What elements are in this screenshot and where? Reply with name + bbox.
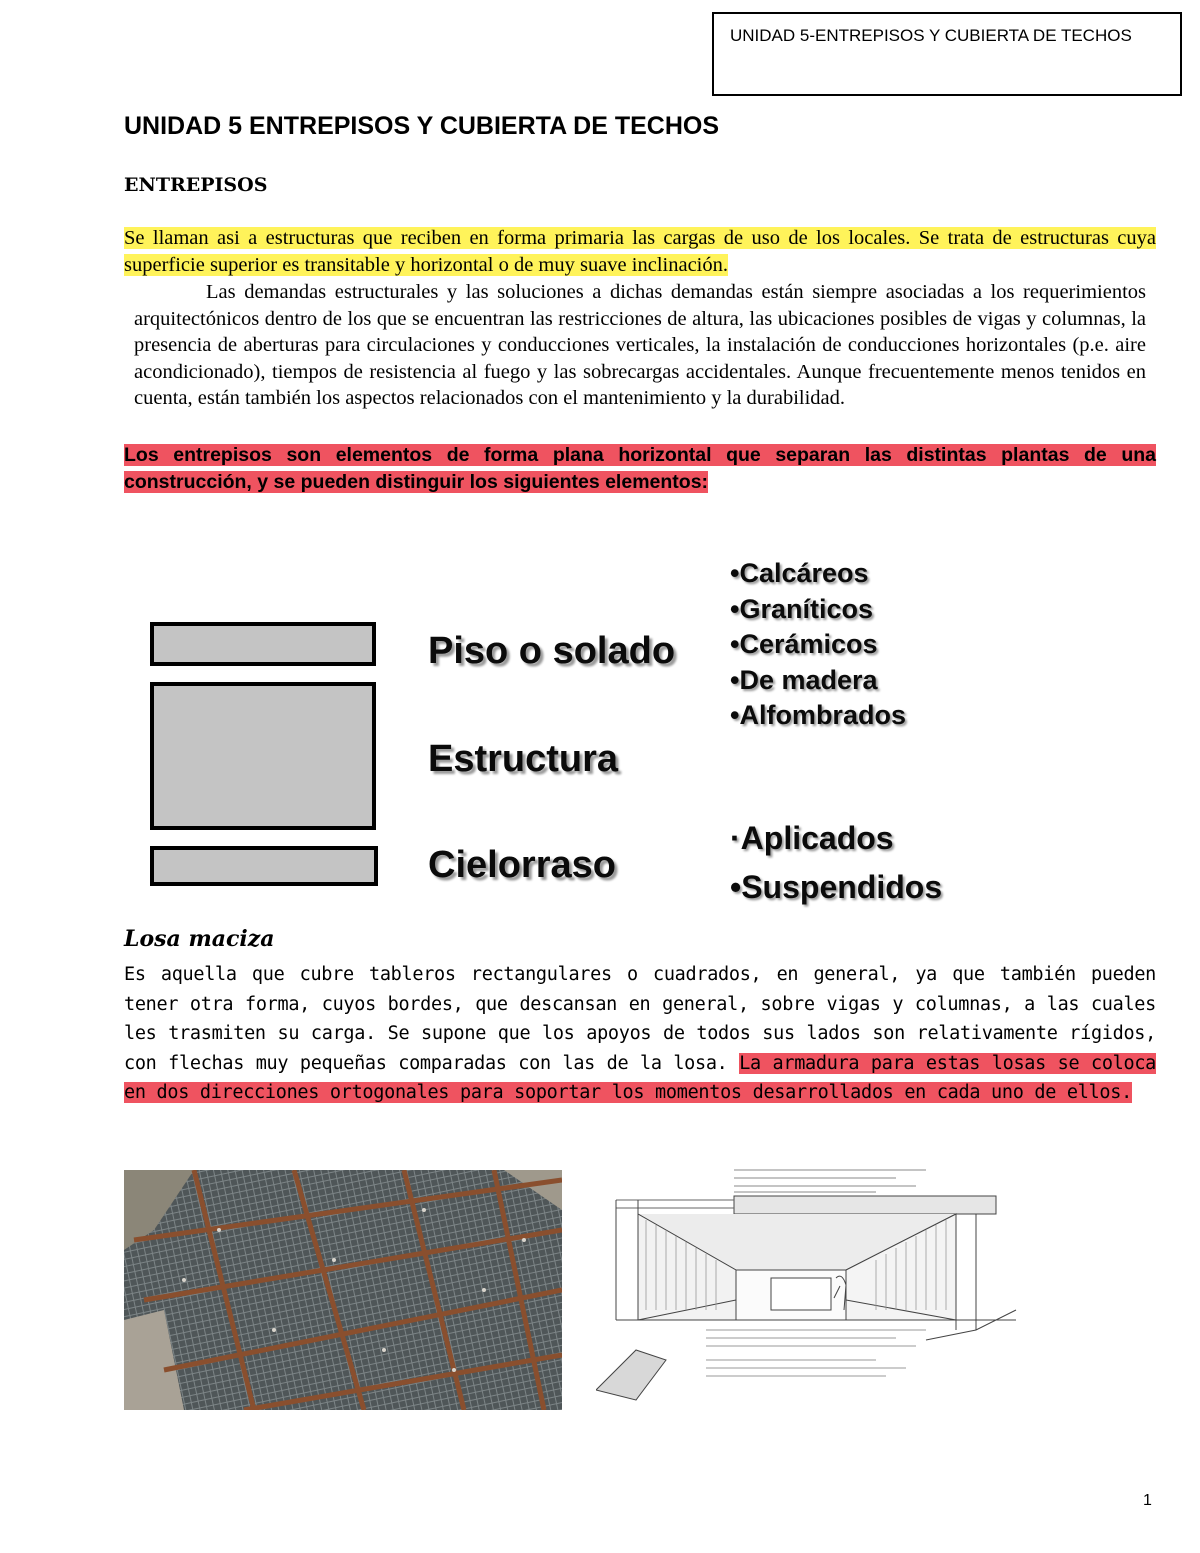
- list-item: • Cerámicos: [730, 627, 906, 663]
- piso-layer-box: [150, 622, 376, 666]
- piso-types-list: [730, 556, 906, 734]
- cielorraso-label: Cielorraso: [428, 844, 616, 886]
- intro-paragraph: [124, 225, 1156, 278]
- losa-paragraph: [124, 960, 1156, 1108]
- entrepiso-diagram: [0, 548, 1200, 918]
- losa-text: Es aquella que cubre tableros rectangulares o cuadrados, en general, ya que también pueden tener otra forma, cuyos bordes, que descansan en general, sobre vigas y columnas, a las cuales les trasmiten su carga. Se supone que los apoyos de todos sus lados son relativamente rígidos, con flechas muy pequeñas comparadas con las de la losa.: [124, 964, 1156, 1074]
- list-item: • De madera: [730, 663, 906, 699]
- intro-highlight: Se llaman asi a estructuras que reciben en forma primaria las cargas de uso de los locales. Se trata de estructuras cuya superficie superior es transitable y horizontal o de muy suave inclinación.: [124, 227, 1156, 276]
- header-label: UNIDAD 5-ENTREPISOS Y CUBIERTA DE TECHOS: [730, 26, 1132, 45]
- list-item: • Calcáreos: [730, 556, 906, 592]
- elements-highlight: Los entrepisos son elementos de forma plana horizontal que separan las distintas plantas de una construcción, y se pueden distinguir los siguientes elementos:: [124, 444, 1156, 493]
- page-title: UNIDAD 5 ENTREPISOS Y CUBIERTA DE TECHOS: [124, 112, 719, 140]
- slab-section-drawing: [596, 1160, 1026, 1410]
- piso-label: Piso o solado: [428, 630, 676, 672]
- losa-highlight: La armadura para estas losas se coloca en dos direcciones ortogonales para soportar los momentos desarrollados en cada uno de ellos.: [124, 1052, 1157, 1103]
- estructura-label: Estructura: [428, 738, 619, 780]
- page-number: 1: [1143, 1492, 1152, 1509]
- section-title: ENTREPISOS: [124, 174, 268, 196]
- list-item: • Alfombrados: [730, 698, 906, 734]
- cielorraso-layer-box: [150, 846, 378, 886]
- demands-paragraph: Las demandas estructurales y las soluciones a dichas demandas están siempre asociadas a los requerimientos arquitectónicos dentro de los que se encuentran las restricciones de altura, las ubicaciones posibles de vigas y columnas, la presencia de aberturas para circulaciones y conducciones verticales, la instalación de conducciones horizontales (p.e. aire acondicionado), tiempos de resistencia al fuego y las sobrecargas accidentales. Aunque frecuentemente menos tenidos en cuenta, están también los aspectos relacionados con el mantenimiento y la durabilidad.: [134, 281, 1146, 409]
- estructura-layer-box: [150, 682, 376, 830]
- losa-title: Losa maciza: [124, 926, 275, 952]
- list-item: • Suspendidos: [730, 863, 942, 912]
- header-box: [712, 12, 1182, 96]
- rebar-photo: [124, 1170, 562, 1410]
- list-item: • Graníticos: [730, 592, 906, 628]
- cielorraso-types-list: [730, 814, 942, 912]
- elements-paragraph: [124, 442, 1156, 496]
- list-item: · Aplicados: [730, 814, 942, 863]
